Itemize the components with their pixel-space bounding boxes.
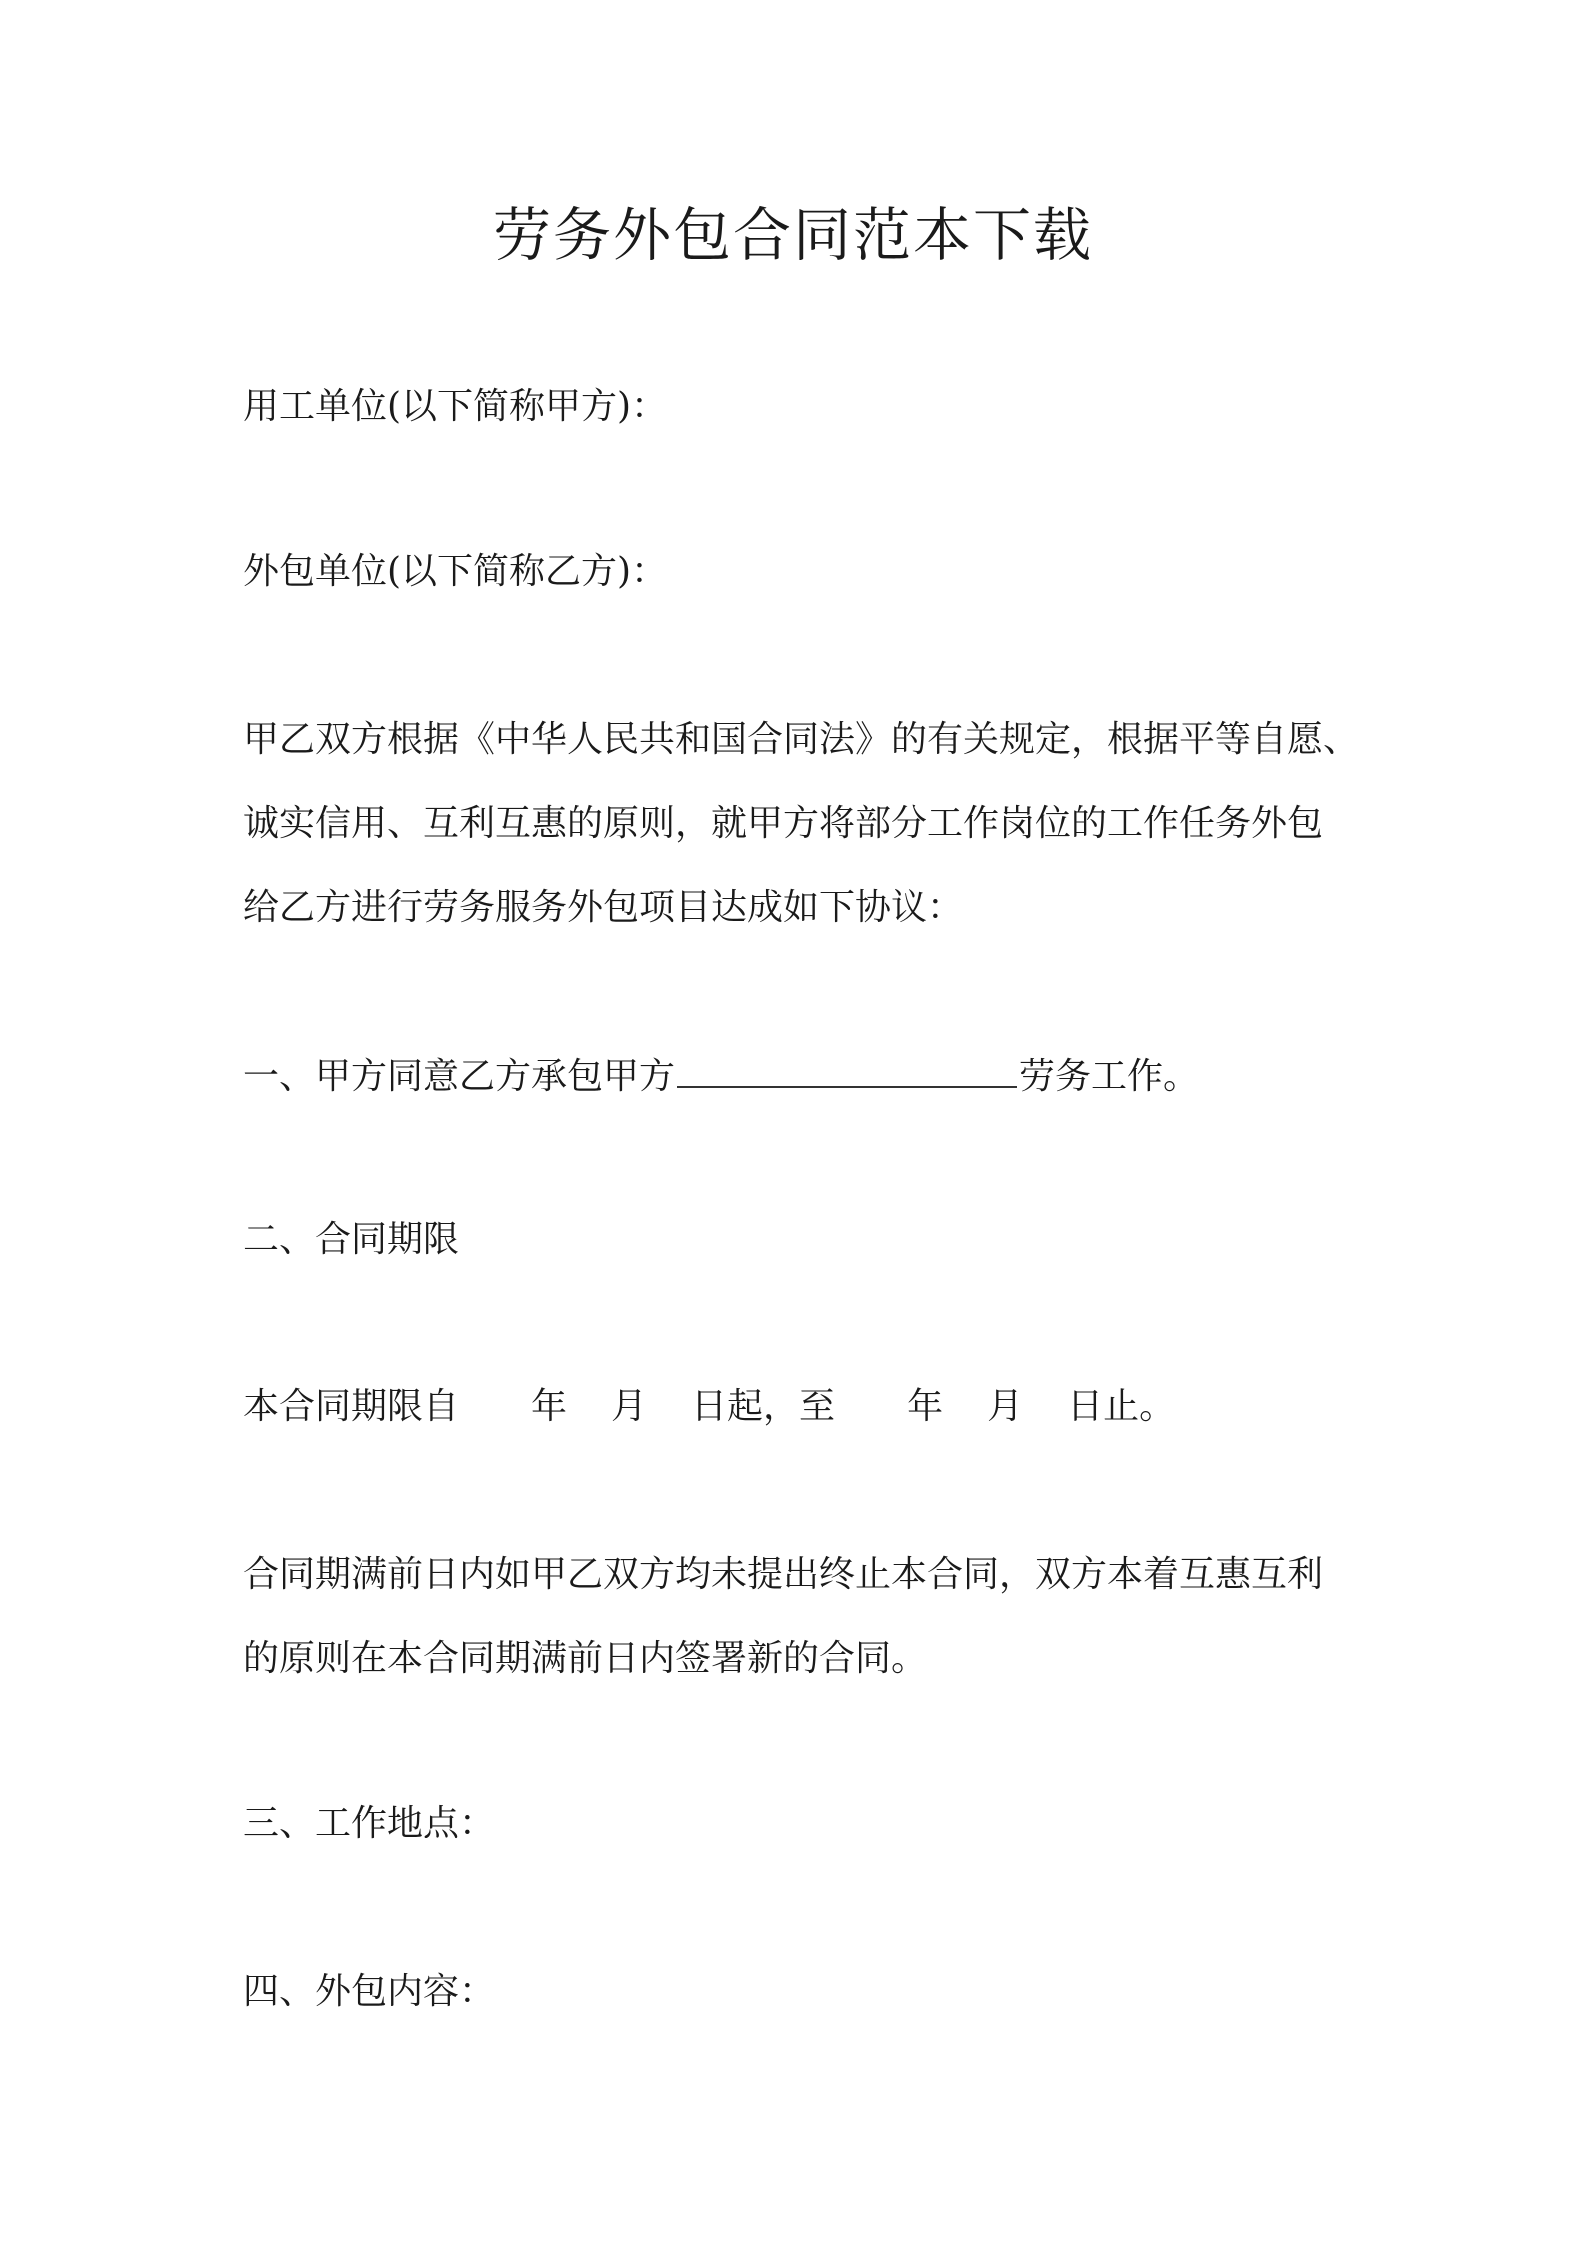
clause-2-heading: 二、合同期限	[243, 1219, 460, 1260]
party-a-line: 用工单位(以下简称甲方)：	[243, 386, 668, 427]
term-day-1: 日起，至	[691, 1386, 836, 1427]
fill-in-blank[interactable]	[677, 1046, 1017, 1088]
renewal-paragraph	[243, 1548, 1393, 1716]
preamble-line: 给乙方进行劳务服务外包项目达成如下协议：	[243, 887, 964, 928]
renewal-line: 合同期满前日内如甲乙双方均未提出终止本合同，双方本着互惠互利	[243, 1554, 1324, 1595]
clause-4-heading: 四、外包内容：	[243, 1971, 496, 2012]
clause-3-heading: 三、工作地点：	[243, 1803, 496, 1844]
clause-1	[243, 1046, 1393, 1104]
preamble-paragraph	[243, 713, 1393, 965]
term-month-1: 月	[611, 1386, 648, 1427]
clause-1-suffix: 劳务工作。	[1019, 1056, 1200, 1097]
renewal-line: 的原则在本合同期满前日内签署新的合同。	[243, 1638, 928, 1679]
party-b-line: 外包单位(以下简称乙方)：	[243, 551, 668, 592]
term-line	[243, 1380, 1393, 1434]
term-year-1: 年	[531, 1386, 568, 1427]
document-title: 劳务外包合同范本下载	[492, 201, 1093, 269]
preamble-line: 甲乙双方根据《中华人民共和国合同法》的有关规定，根据平等自愿、	[243, 719, 1360, 760]
term-year-2: 年	[907, 1386, 944, 1427]
term-start: 本合同期限自	[243, 1386, 460, 1427]
term-day-2: 日止。	[1067, 1386, 1176, 1427]
term-month-2: 月	[987, 1386, 1024, 1427]
clause-1-prefix: 一、甲方同意乙方承包甲方	[243, 1056, 676, 1097]
preamble-line: 诚实信用、互利互惠的原则，就甲方将部分工作岗位的工作任务外包	[243, 803, 1324, 844]
